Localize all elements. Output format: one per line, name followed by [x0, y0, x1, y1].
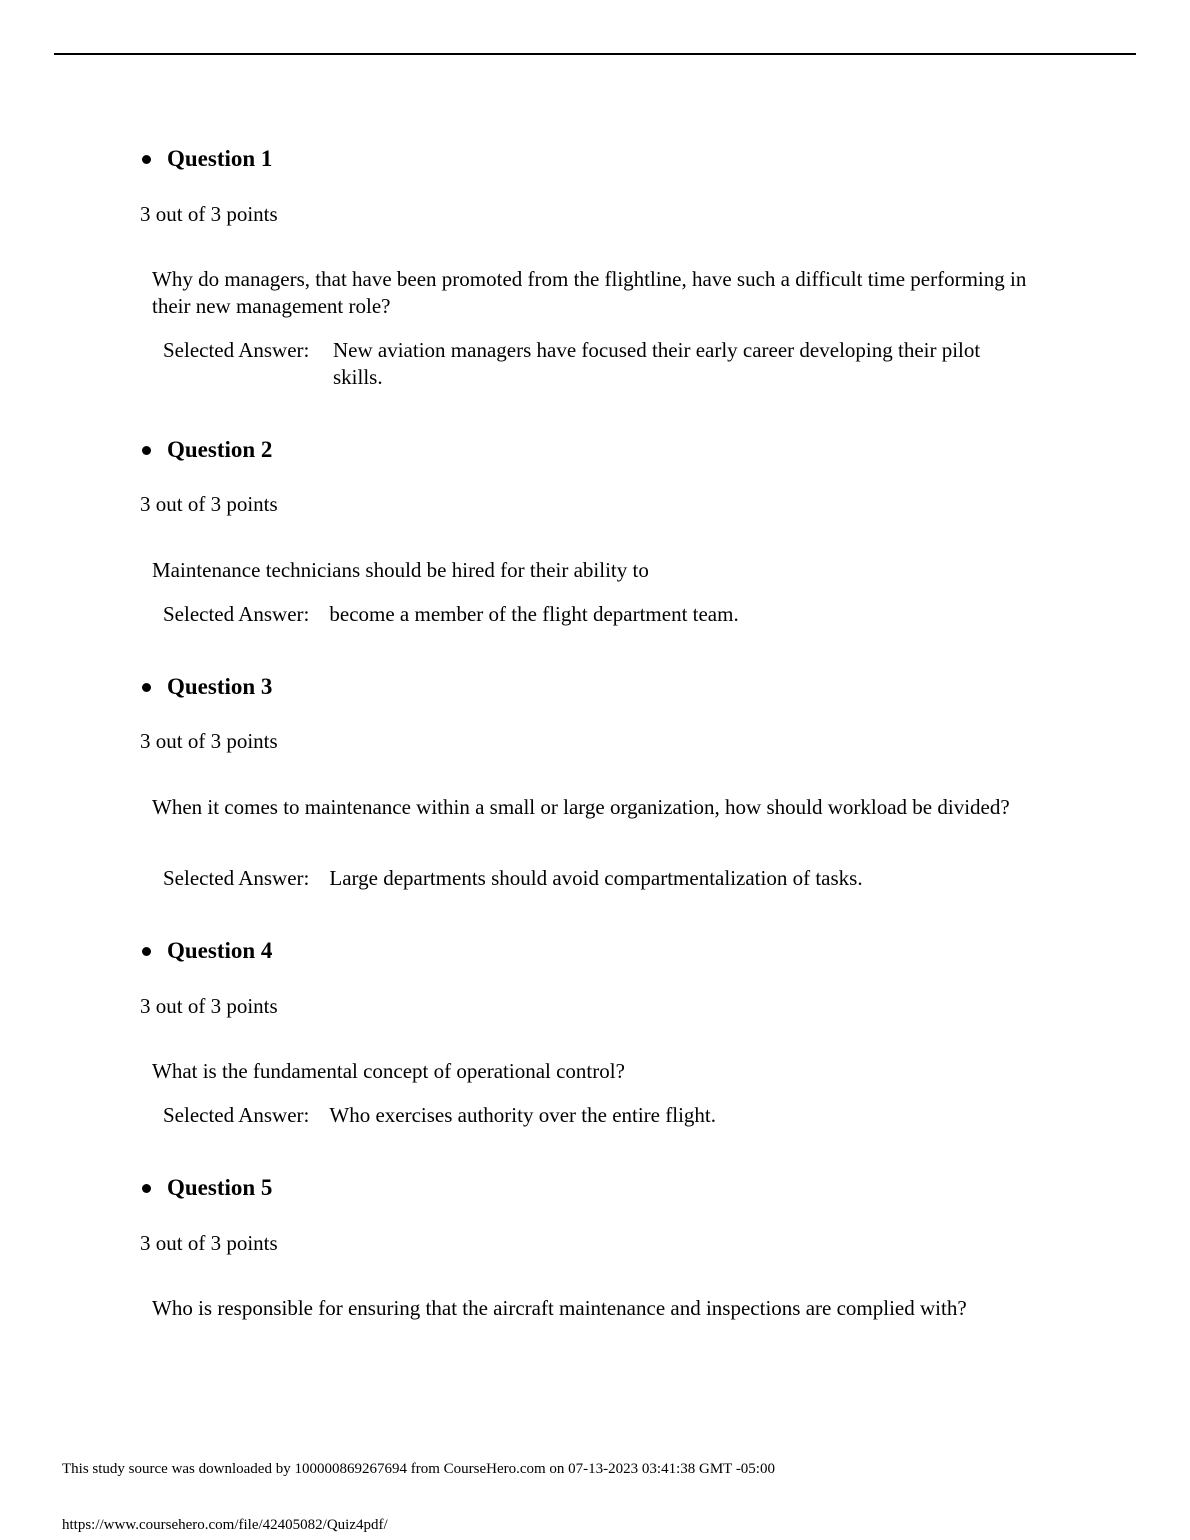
selected-answer-label: Selected Answer: [163, 866, 310, 890]
question-5-heading [140, 1173, 272, 1203]
bullet-icon [142, 155, 151, 164]
selected-answer-value: become a member of the flight department team. [329, 602, 739, 626]
question-4-heading [140, 936, 272, 966]
selected-answer-label: Selected Answer: [163, 1103, 310, 1127]
question-2-answer [163, 601, 739, 628]
question-4-title: Question 4 [167, 938, 273, 963]
question-3-heading [140, 672, 272, 702]
question-4-points: 3 out of 3 points [140, 994, 278, 1018]
question-5-title: Question 5 [167, 1175, 273, 1200]
question-4-text: What is the fundamental concept of operational control? [152, 1059, 625, 1083]
question-5-text: Who is responsible for ensuring that the aircraft maintenance and inspections are complied with? [152, 1296, 967, 1320]
selected-answer-label: Selected Answer: [163, 602, 310, 626]
question-2-title: Question 2 [167, 437, 273, 462]
bullet-icon [142, 446, 151, 455]
selected-answer-label: Selected Answer: [163, 338, 310, 362]
question-1-points: 3 out of 3 points [140, 202, 278, 226]
question-1-heading [140, 144, 272, 174]
bullet-icon [142, 1184, 151, 1193]
footer-source-note: This study source was downloaded by 100000869267694 from CourseHero.com on 07-13-2023 03:41:38 GMT -05:00 [62, 1461, 775, 1477]
question-4-answer [163, 1102, 716, 1129]
footer-url: https://www.coursehero.com/file/42405082/Quiz4pdf/ [62, 1517, 388, 1533]
question-3-title: Question 3 [167, 674, 273, 699]
question-1-title: Question 1 [167, 146, 273, 171]
selected-answer-value: Who exercises authority over the entire flight. [329, 1103, 716, 1127]
question-2-heading [140, 435, 272, 465]
question-3-points: 3 out of 3 points [140, 729, 278, 753]
question-2-points: 3 out of 3 points [140, 492, 278, 516]
selected-answer-value: New aviation managers have focused their early career developing their pilot skills. [333, 338, 981, 389]
question-1-text: Why do managers, that have been promoted from the flightline, have such a difficult time performing in their new management role? [152, 267, 1027, 318]
question-1-answer [163, 337, 1023, 391]
question-3-text: When it comes to maintenance within a small or large organization, how should workload be divided? [152, 795, 1010, 819]
bullet-icon [142, 683, 151, 692]
question-5-points: 3 out of 3 points [140, 1231, 278, 1255]
top-divider [54, 53, 1136, 55]
bullet-icon [142, 947, 151, 956]
question-2-text: Maintenance technicians should be hired for their ability to [152, 558, 649, 582]
question-3-answer [163, 865, 863, 892]
selected-answer-value: Large departments should avoid compartmentalization of tasks. [329, 866, 863, 890]
